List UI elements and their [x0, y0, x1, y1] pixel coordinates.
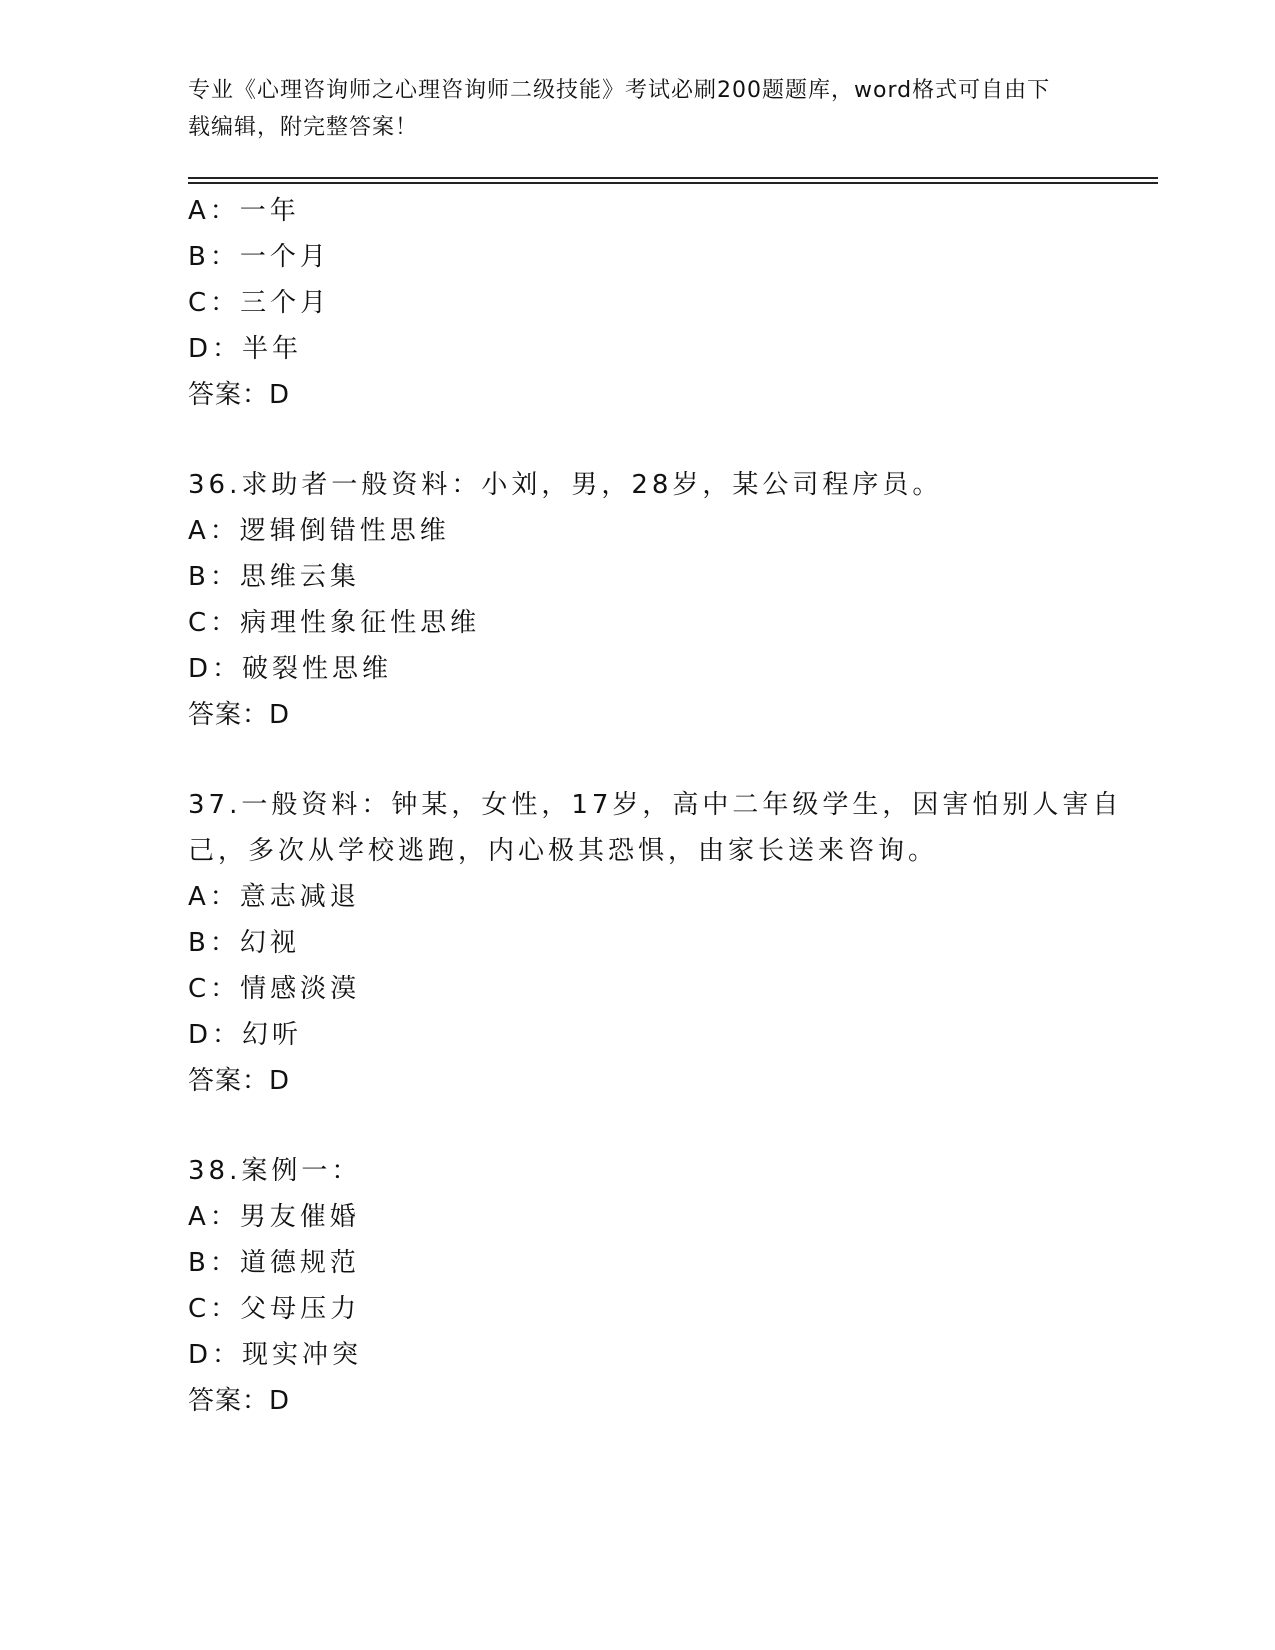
- question-36: [188, 462, 1148, 738]
- answer-line: 答案：D: [188, 1066, 291, 1096]
- question-37: [188, 782, 1148, 1104]
- option-b: B：幻视: [188, 928, 300, 958]
- header-divider-top: [188, 177, 1158, 179]
- question-stem: 38.案例一：: [188, 1156, 362, 1186]
- question-spacer: [188, 738, 1148, 782]
- question-stem: 36.求助者一般资料：小刘，男，28岁，某公司程序员。: [188, 470, 943, 500]
- option-c: C：病理性象征性思维: [188, 608, 481, 638]
- header-divider-bottom: [188, 182, 1158, 184]
- option-b: B：思维云集: [188, 562, 360, 592]
- option-b: B：道德规范: [188, 1248, 360, 1278]
- option-c: C：父母压力: [188, 1294, 361, 1324]
- option-d: D：现实冲突: [188, 1340, 363, 1370]
- option-a: A：一年: [188, 196, 300, 226]
- answer-line: 答案：D: [188, 1386, 291, 1416]
- option-c: C：情感淡漠: [188, 974, 361, 1004]
- answer-line: 答案：D: [188, 380, 291, 410]
- option-a: A：意志减退: [188, 882, 360, 912]
- question-35-continued: [188, 188, 1148, 418]
- question-list: [188, 188, 1148, 1424]
- option-a: A：男友催婚: [188, 1202, 360, 1232]
- option-b: B：一个月: [188, 242, 330, 272]
- question-spacer: [188, 418, 1148, 462]
- question-spacer: [188, 1104, 1148, 1148]
- option-d: D：幻听: [188, 1020, 303, 1050]
- answer-line: 答案：D: [188, 700, 291, 730]
- question-stem: 37.一般资料：钟某，女性，17岁，高中二年级学生，因害怕别人害自己，多次从学校逃跑，内心极其恐惧，由家长送来咨询。: [188, 790, 1123, 866]
- option-a: A：逻辑倒错性思维: [188, 516, 450, 546]
- document-header: 专业《心理咨询师之心理咨询师二级技能》考试必刷200题题库，word格式可自由下载编辑，附完整答案！: [188, 78, 1051, 140]
- question-38: [188, 1148, 1148, 1424]
- option-d: D：破裂性思维: [188, 654, 393, 684]
- option-c: C：三个月: [188, 288, 331, 318]
- option-d: D：半年: [188, 334, 303, 364]
